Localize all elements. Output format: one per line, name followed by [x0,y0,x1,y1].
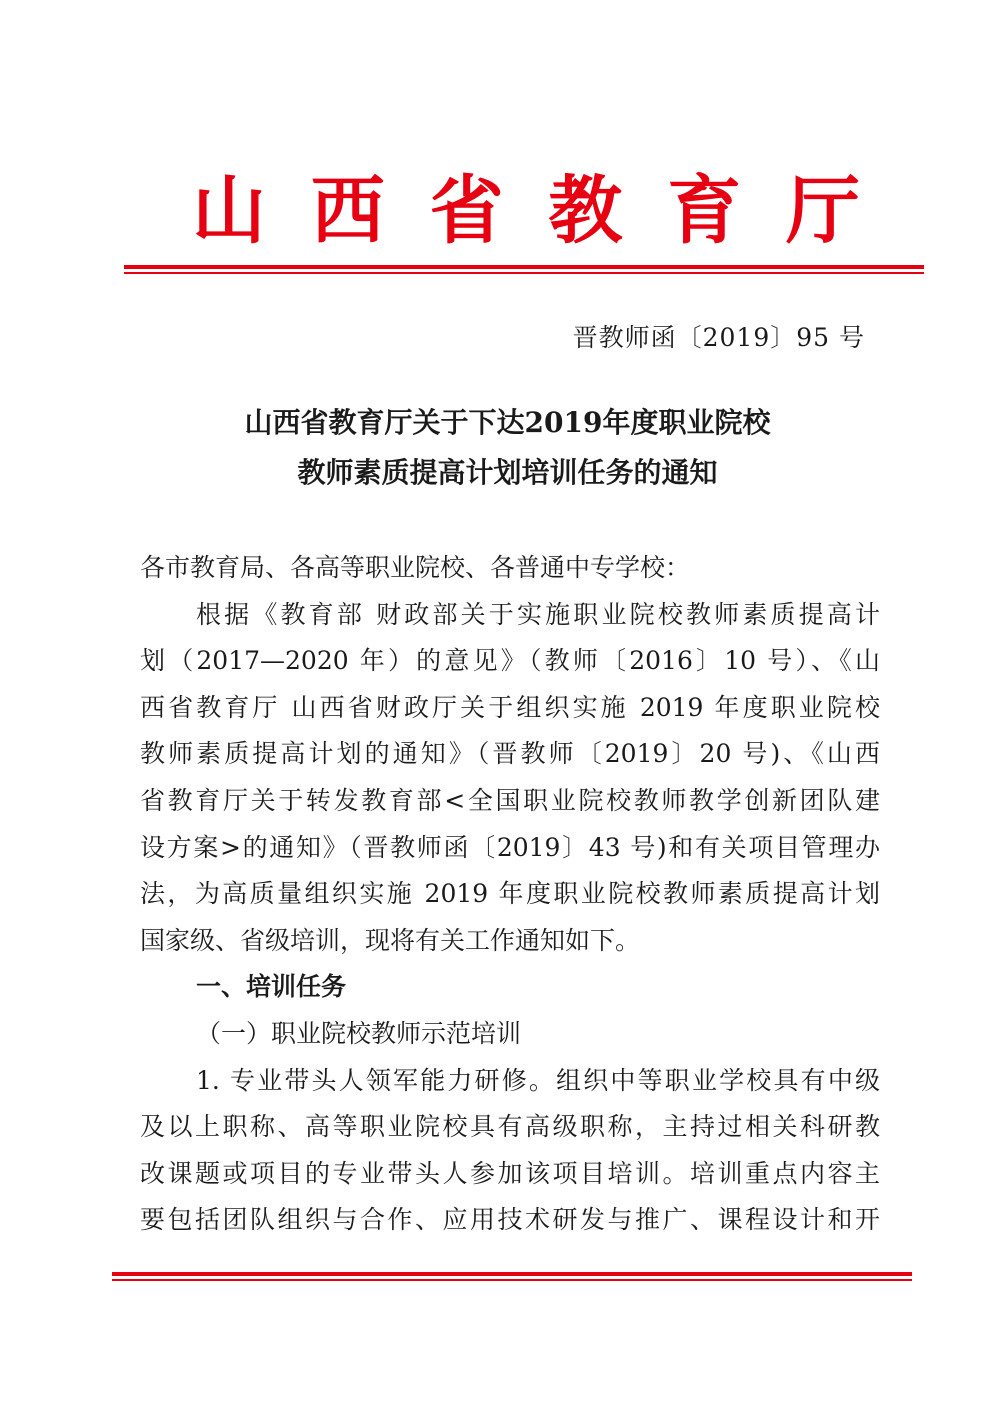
paragraph-line: 法，为高质量组织实施 2019 年度职业院校教师素质提高计划 [140,879,880,909]
subsection-heading: （一）职业院校教师示范培训 [196,1018,522,1048]
paragraph-line: 要包括团队组织与合作、应用技术研发与推广、课程设计和开 [140,1205,880,1235]
document-body [140,545,880,1244]
document-title [140,398,875,498]
paragraph-line: 国家级、省级培训，现将有关工作通知如下。 [140,925,641,955]
section-heading: 一、培训任务 [196,972,347,1002]
issuer-char: 教 [548,168,623,254]
title-line-2: 教师素质提高计划培训任务的通知 [297,456,718,489]
paragraph-2 [140,1058,880,1244]
issuer-char: 西 [310,168,385,254]
issuer-char: 厅 [785,168,860,254]
header-red-rule-thick [124,265,924,269]
paragraph-line: 教师素质提高计划的通知》（晋教师〔2019〕20 号)、《山西 [140,739,880,769]
paragraph-line: 1. 专业带头人领军能力研修。组织中等职业学校具有中级 [196,1065,880,1095]
issuer-char: 育 [667,168,742,254]
paragraph-line: 划（2017—2020 年）的意见》（教师〔2016〕10 号）、《山 [140,646,880,676]
paragraph-line: 及以上职称、高等职业院校具有高级职称，主持过相关科研教 [140,1112,880,1142]
issuer-char: 山 [192,168,266,254]
issuer-char: 省 [429,168,504,254]
document-number: 晋教师函〔2019〕95 号 [572,323,865,352]
addressee: 各市教育局、各高等职业院校、各普通中专学校： [140,553,691,582]
title-line-1: 山西省教育厅关于下达2019年度职业院校 [244,406,771,439]
footer-red-rule-thick [112,1272,912,1276]
issuer-header [120,160,920,254]
paragraph-line: 西省教育厅 山西省财政厅关于组织实施 2019 年度职业院校 [140,692,880,722]
footer-red-rule-thin [112,1279,912,1281]
paragraph-line: 设方案>的通知》（晋教师函〔2019〕43 号)和有关项目管理办 [140,832,880,862]
paragraph-line: 根据《教育部 财政部关于实施职业院校教师素质提高计 [196,599,880,629]
header-red-rule-thin [124,272,924,274]
paragraph-line: 省教育厅关于转发教育部<全国职业院校教师教学创新团队建 [140,785,880,815]
paragraph-1 [140,592,880,965]
paragraph-line: 改课题或项目的专业带头人参加该项目培训。培训重点内容主 [140,1158,880,1188]
